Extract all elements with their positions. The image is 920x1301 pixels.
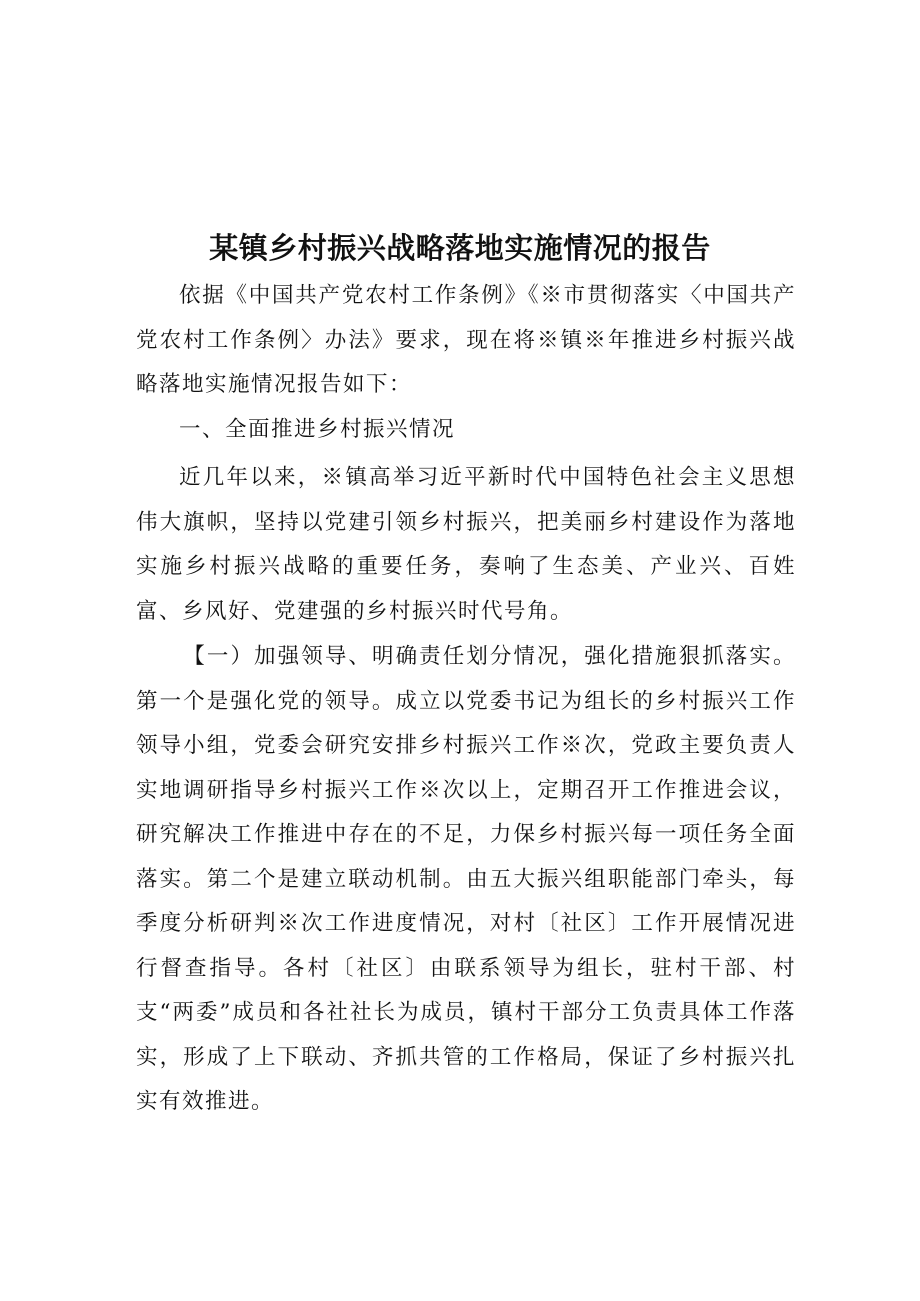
document-title: 某镇乡村振兴战略落地实施情况的报告 [209, 231, 711, 265]
subsection-1-paragraph: 【一）加强领导、明确责任划分情况，强化措施狠抓落实。第一个是强化党的领导。成立以党委书记为组长的乡村振兴工作领导小组，党委会研究安排乡村振兴工作※次，党政主要负责人实地调研指导乡村振兴工作※次以上，定期召开工作推进会议，研究解决工作推进中存在的不足，力保乡村振兴每一项任务全面落实。第二个是建立联动机制。由五大振兴组职能部门牵头，每季度分析研判※次工作进度情况，对村〔社区〕工作开展情况进行督查指导。各村〔社区〕由联系领导为组长，驻村干部、村支“两委”成员和各社社长为成员，镇村干部分工负责具体工作落实，形成了上下联动、齐抓共管的工作格局，保证了乡村振兴扎实有效推进。 [136, 644, 796, 1114]
intro-paragraph: 依据《中国共产党农村工作条例》《※市贯彻落实〈中国共产党农村工作条例〉办法》要求，现在将※镇※年推进乡村振兴战略落地实施情况报告如下： [136, 283, 796, 397]
section-heading-1: 一、全面推进乡村振兴情况 [179, 417, 456, 442]
section-1-paragraph: 近几年以来，※镇高举习近平新时代中国特色社会主义思想伟大旗帜，坚持以党建引领乡村振兴，把美丽乡村建设作为落地实施乡村振兴战略的重要任务，奏响了生态美、产业兴、百姓富、乡风好、党建强的乡村振兴时代号角。 [136, 465, 796, 624]
